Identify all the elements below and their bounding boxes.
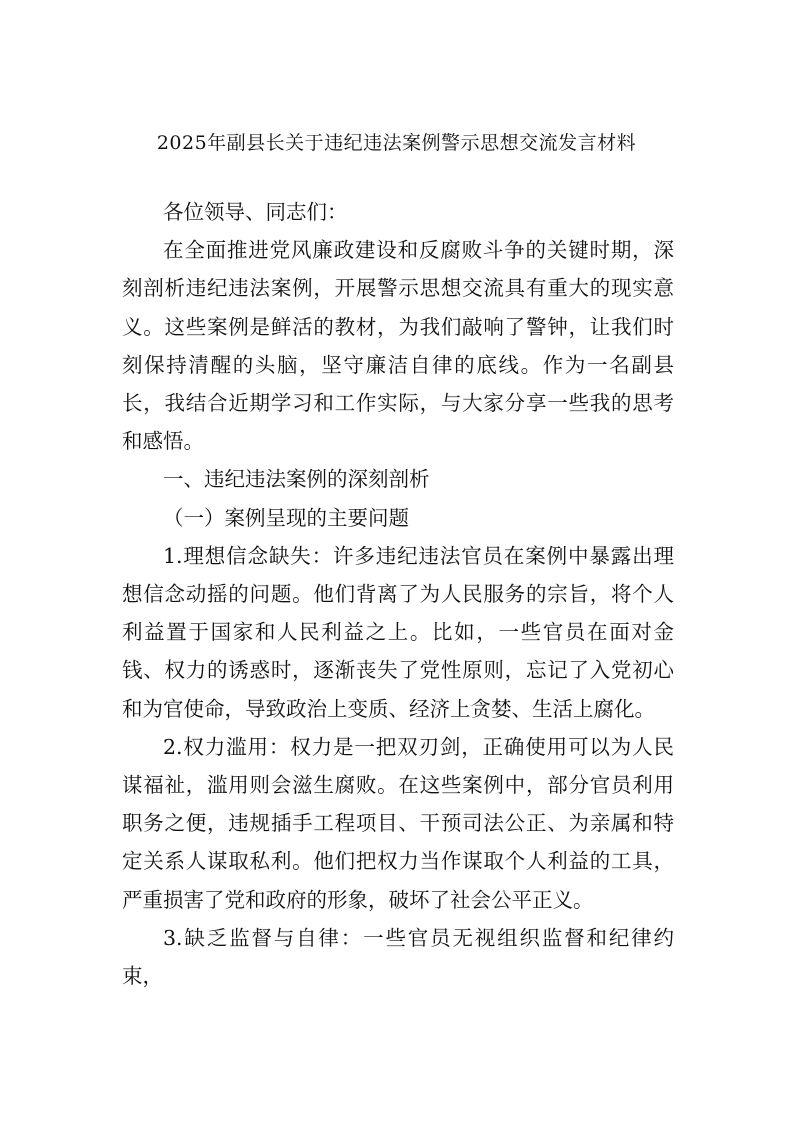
greeting: 各位领导、同志们：: [163, 200, 348, 224]
paragraph-item-2: 2.权力滥用：权力是一把双刃剑，正确使用可以为人民谋福祉，滥用则会滋生腐败。在这些案例中，部分官员利用职务之便，违规插手工程项目、干预司法公正、为亲属和特定关系人谋取私利。他们把权力当作谋取个人利益的工具，严重损害了党和政府的形象，破坏了社会公平正义。: [122, 734, 674, 912]
document-title: 2025年副县长关于违纪违法案例警示思想交流发言材料: [156, 132, 637, 154]
paragraph-intro: 在全面推进党风廉政建设和反腐败斗争的关键时期，深刻剖析违纪违法案例，开展警示思想交流具有重大的现实意义。这些案例是鲜活的教材，为我们敲响了警钟，让我们时刻保持清醒的头脑，坚守廉洁自律的底线。作为一名副县长，我结合近期学习和工作实际，与大家分享一些我的思考和感悟。: [122, 238, 674, 454]
subsection-heading-1: （一）案例呈现的主要问题: [163, 505, 409, 530]
section-heading-1: 一、违纪违法案例的深刻剖析: [163, 467, 430, 492]
document-body: [122, 193, 674, 995]
paragraph-item-3: 3.缺乏监督与自律：一些官员无视组织监督和纪律约束，: [122, 925, 674, 989]
paragraph-item-1: 1.理想信念缺失：许多违纪违法官员在案例中暴露出理想信念动摇的问题。他们背离了为人民服务的宗旨，将个人利益置于国家和人民利益之上。比如，一些官员在面对金钱、权力的诱惑时，逐渐丧失了党性原则，忘记了入党初心和为官使命，导致政治上变质、经济上贪婪、生活上腐化。: [122, 543, 674, 721]
